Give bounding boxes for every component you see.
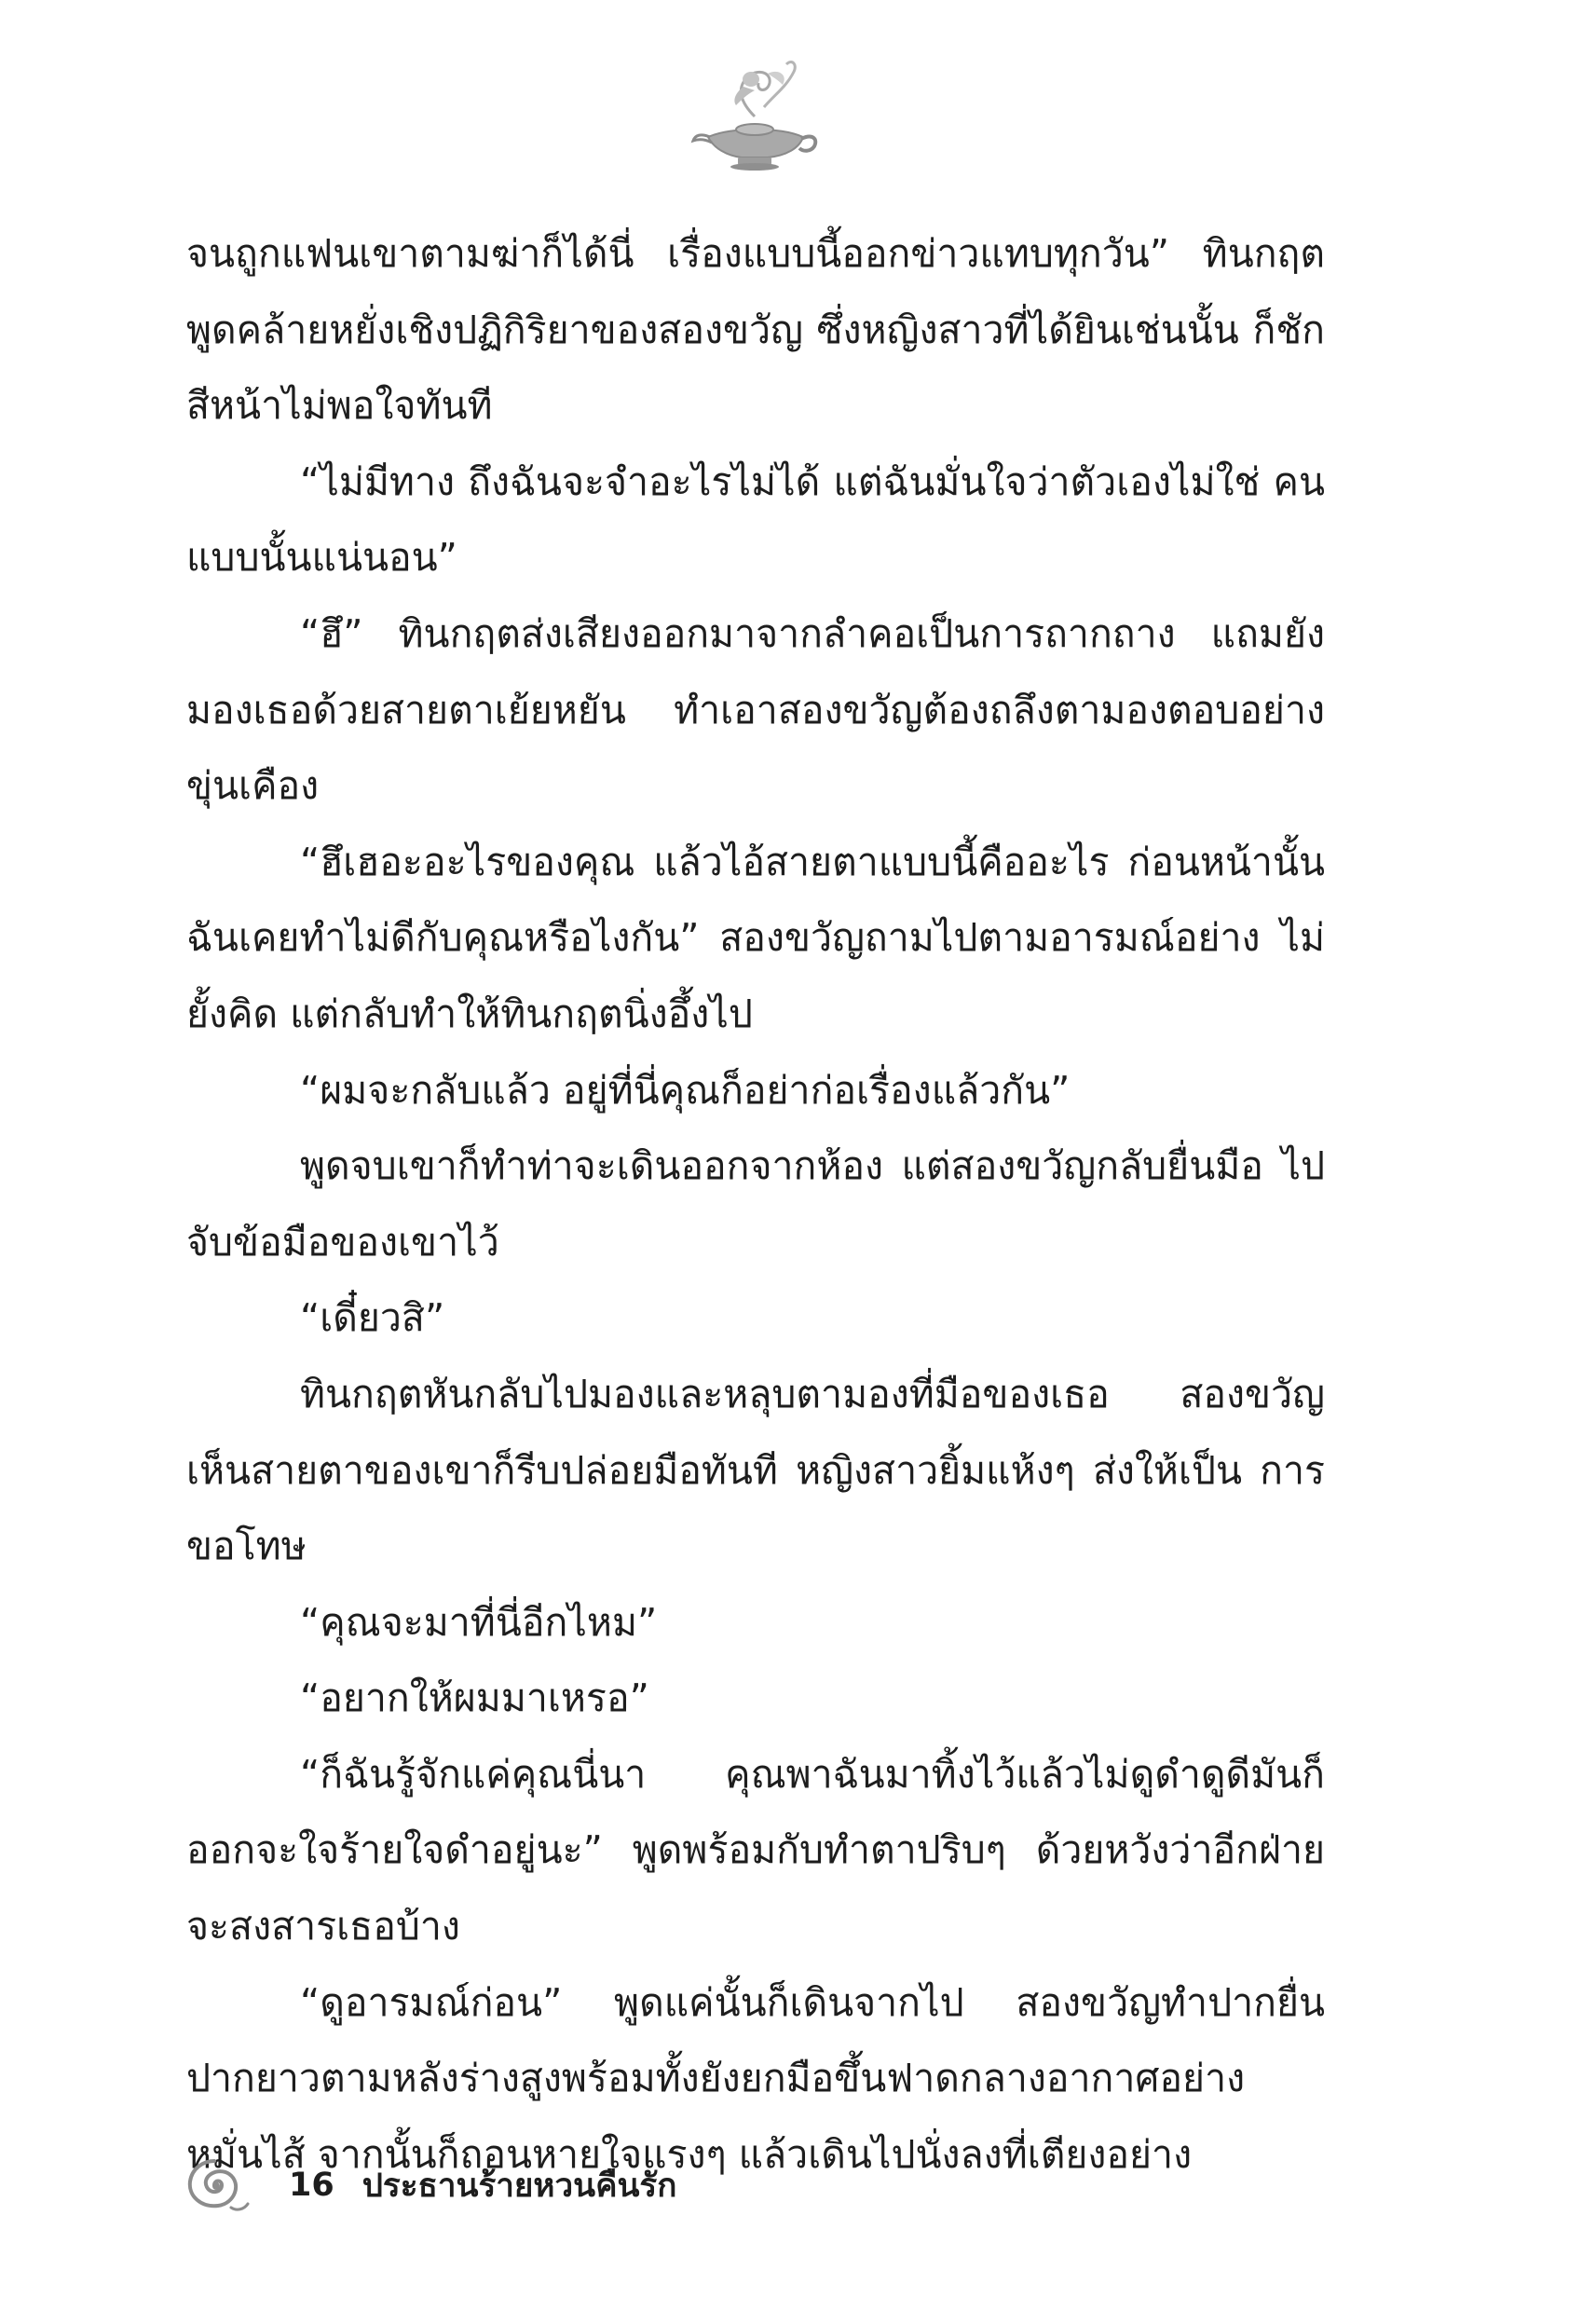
paragraph-9: “คุณจะมาที่นี่อีกไหม” [300, 1599, 658, 1645]
paragraph-7: “เดี๋ยวสิ” [300, 1295, 445, 1341]
page-footer [177, 2148, 676, 2222]
paragraph-12: “ดูอารมณ์ก่อน” พูดแค่นั้นก็เดินจากไป สองขวัญทำปากยื่น ปากยาวตามหลังร่างสูงพร้อมทั้งยังยกมือขึ้นฟาดกลางอากาศอย่าง หมั่นไส้ จากนั้นก็ถอนหายใจแรงๆ แล้วเดินไปนั่งลงที่เตียงอย่าง [186, 1979, 1325, 2177]
paragraph-11: “ก็ฉันรู้จักแค่คุณนี่นา คุณพาฉันมาทิ้งไว้แล้วไม่ดูดำดูดีมันก็ ออกจะใจร้ายใจดำอยู่นะ” พูดพร้อมกับทำตาปริบๆ ด้วยหวังว่าอีกฝ่าย จะสงสารเธอบ้าง [186, 1751, 1325, 1949]
paragraph-10: “อยากให้ผมมาเหรอ” [300, 1675, 649, 1721]
paragraph-3: “ฮึ” ทินกฤตส่งเสียงออกมาจากลำคอเป็นการถากถาง แถมยัง มองเธอด้วยสายตาเย้ยหยัน ทำเอาสองขวัญต้องถลึงตามองตอบอย่าง ขุ่นเคือง [186, 610, 1325, 809]
genie-lamp-icon [689, 51, 820, 172]
swirl-icon [177, 2152, 253, 2219]
paragraph-4: “ฮึเฮอะอะไรของคุณ แล้วไอ้สายตาแบบนี้คืออะไร ก่อนหน้านั้น ฉันเคยทำไม่ดีกับคุณหรือไงกัน” สองขวัญถามไปตามอารมณ์อย่าง ไม่ยั้งคิด แต่กลับทำให้ทินกฤตนิ่งอึ้งไป [186, 839, 1325, 1036]
paragraph-1: จนถูกแฟนเขาตามฆ่าก็ได้นี่ เรื่องแบบนี้ออกข่าวแทบทุกวัน” ทินกฤต พูดคล้ายหยั่งเชิงปฏิกิริยาของสองขวัญ ซึ่งหญิงสาวที่ได้ยินเช่นนั้น ก็ชักสีหน้าไม่พอใจทันที [186, 231, 1325, 429]
body-text [186, 216, 1325, 2193]
paragraph-5: “ผมจะกลับแล้ว อยู่ที่นี่คุณก็อย่าก่อเรื่องแล้วกัน” [300, 1067, 1071, 1113]
paragraph-6: พูดจบเขาก็ทำท่าจะเดินออกจากห้อง แต่สองขวัญกลับยื่นมือ ไปจับข้อมือของเขาไว้ [186, 1143, 1325, 1265]
paragraph-8: ทินกฤตหันกลับไปมองและหลุบตามองที่มือของเธอ สองขวัญ เห็นสายตาของเขาก็รีบปล่อยมือทันที หญิงสาวยิ้มแห้งๆ ส่งให้เป็น การขอโทษ [186, 1371, 1325, 1569]
page-number: 16 [289, 2167, 334, 2204]
book-title: ประธานร้ายหวนคืนรัก [361, 2167, 677, 2205]
paragraph-2: “ไม่มีทาง ถึงฉันจะจำอะไรไม่ได้ แต่ฉันมั่นใจว่าตัวเองไม่ใช่ คนแบบนั้นแน่นอน” [186, 458, 1325, 581]
